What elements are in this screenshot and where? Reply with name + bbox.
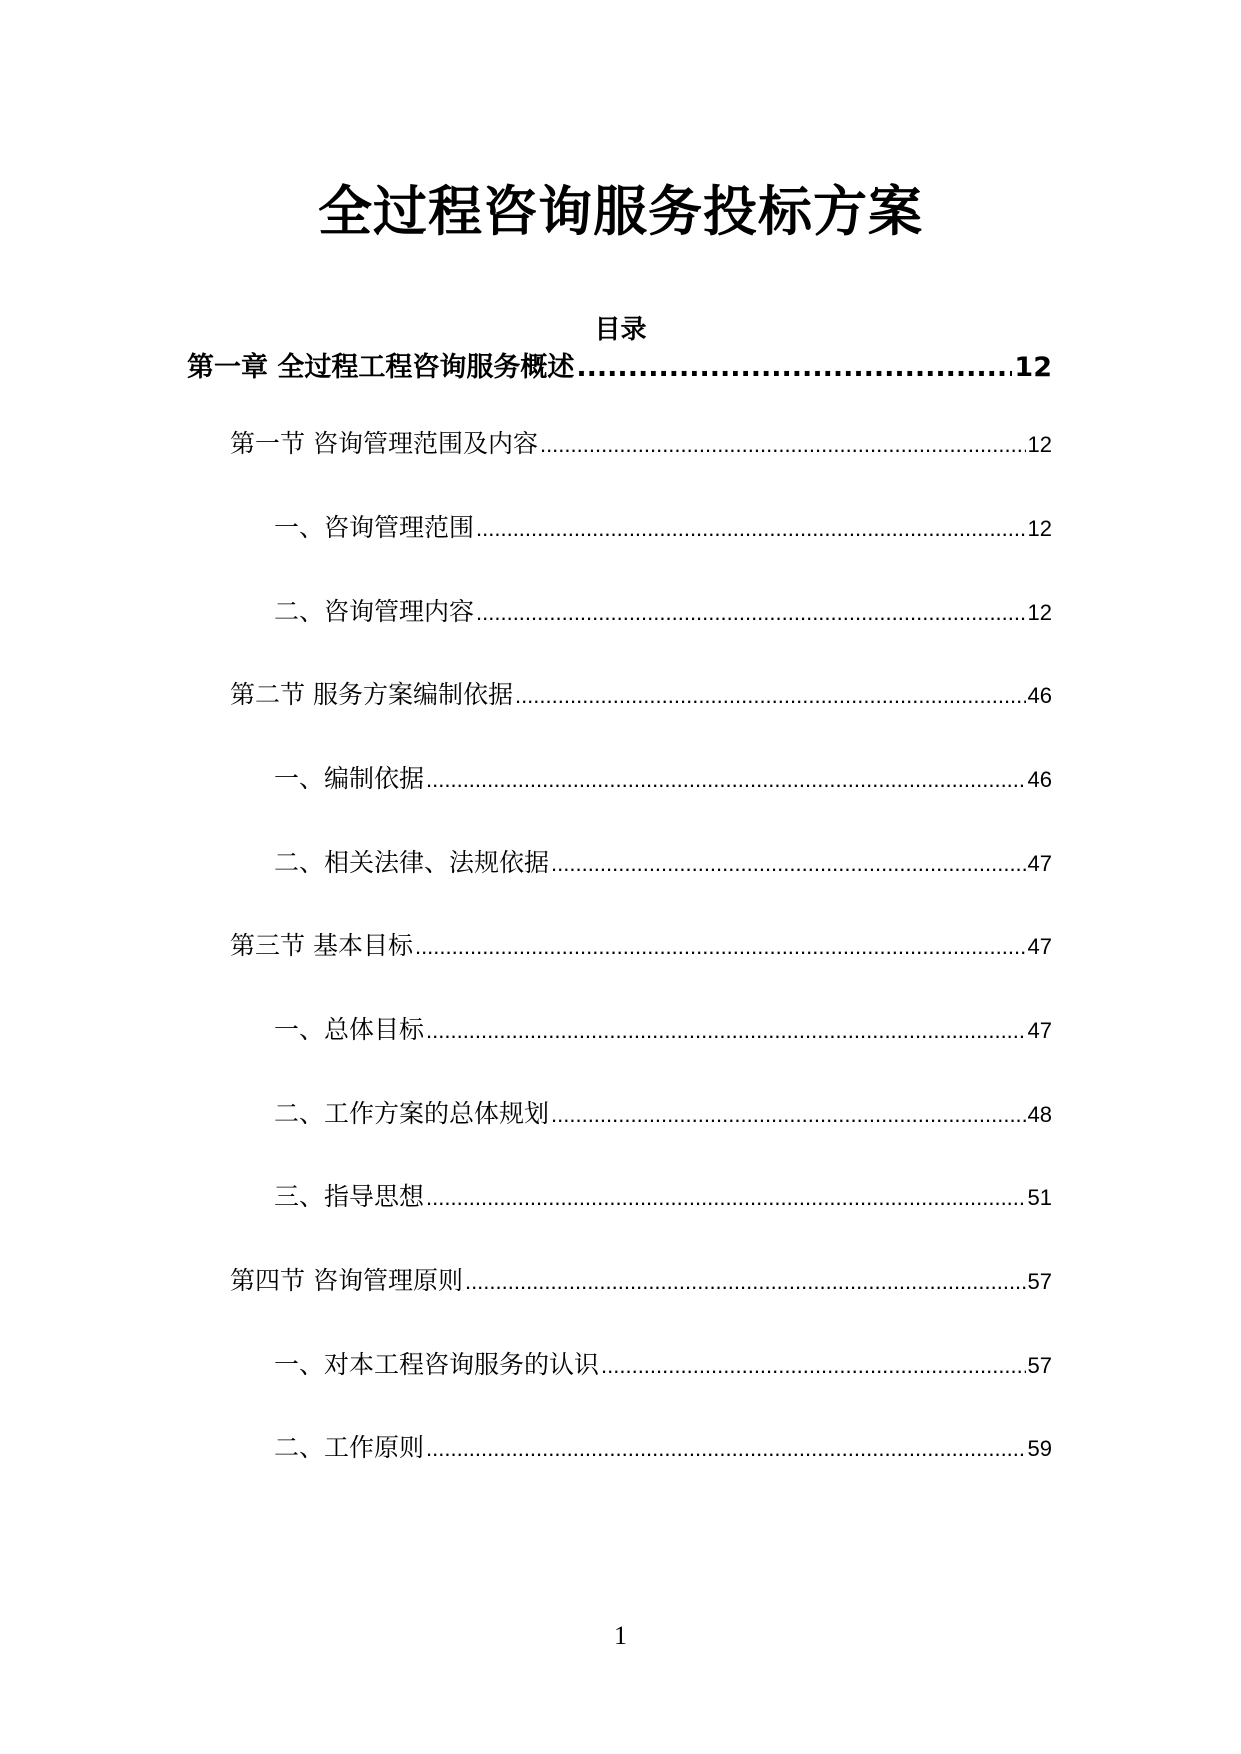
toc-entry-label: 三、指导思想 [274, 1182, 425, 1211]
toc-entry-subsection[interactable] [274, 1010, 1052, 1051]
toc-entry-page: 46 [1027, 767, 1052, 792]
toc-entry-page: 47 [1027, 1018, 1052, 1043]
toc-entry-chapter[interactable] [187, 348, 1052, 388]
toc-entry-subsection[interactable] [274, 1428, 1052, 1469]
toc-dot-leader [426, 760, 1026, 800]
toc-dot-leader [426, 1011, 1026, 1051]
toc-entry-page: 12 [1027, 432, 1052, 457]
toc-entry-label: 二、咨询管理内容 [274, 597, 475, 626]
toc-entry-page: 59 [1027, 1436, 1052, 1461]
toc-dot-leader [476, 593, 1026, 633]
toc-entry-label: 二、相关法律、法规依据 [274, 848, 550, 877]
toc-entry-section[interactable] [230, 926, 1052, 967]
toc-entry-subsection[interactable] [274, 1345, 1052, 1386]
toc-dot-leader [476, 509, 1026, 549]
toc-entry-page: 51 [1027, 1185, 1052, 1210]
toc-dot-leader [551, 1095, 1026, 1135]
toc-entry-section[interactable] [230, 675, 1052, 716]
toc-dot-leader [551, 844, 1026, 884]
toc-entry-section[interactable] [230, 424, 1052, 465]
toc-dot-leader [426, 1178, 1026, 1218]
toc-entry-section[interactable] [230, 1261, 1052, 1302]
toc-entry-page: 57 [1027, 1269, 1052, 1294]
toc-entry-page: 12 [1027, 600, 1052, 625]
toc-entry-label: 第一节 咨询管理范围及内容 [230, 429, 538, 458]
toc-dot-leader [465, 1262, 1026, 1302]
toc-entry-label: 一、咨询管理范围 [274, 513, 475, 542]
toc-entry-page: 57 [1027, 1353, 1052, 1378]
toc-entry-label: 二、工作方案的总体规划 [274, 1099, 550, 1128]
toc-dot-leader [540, 425, 1026, 465]
toc-entry-label: 第二节 服务方案编制依据 [230, 680, 513, 709]
toc-entry-page: 47 [1027, 934, 1052, 959]
toc-entry-label: 第四节 咨询管理原则 [230, 1266, 463, 1295]
toc-heading: 目录 [594, 315, 647, 345]
toc-entry-subsection[interactable] [274, 843, 1052, 884]
toc-entry-page: 47 [1027, 851, 1052, 876]
toc-entry-page: 12 [1014, 352, 1052, 383]
toc-dot-leader [601, 1346, 1026, 1386]
toc-entry-subsection[interactable] [274, 592, 1052, 633]
toc-dot-leader [426, 1429, 1026, 1469]
toc-entry-page: 46 [1027, 683, 1052, 708]
document-title: 全过程咨询服务投标方案 [318, 180, 923, 243]
toc-entry-subsection[interactable] [274, 1177, 1052, 1218]
toc-entry-subsection[interactable] [274, 759, 1052, 800]
toc-entry-label: 一、编制依据 [274, 764, 425, 793]
toc-dot-leader [415, 927, 1026, 967]
toc-entry-label: 一、对本工程咨询服务的认识 [274, 1350, 600, 1379]
toc-entry-page: 48 [1027, 1102, 1052, 1127]
toc-dot-leader [576, 348, 1012, 388]
toc-entry-subsection[interactable] [274, 1094, 1052, 1135]
toc-entry-label: 第三节 基本目标 [230, 931, 413, 960]
toc-entry-label: 第一章 全过程工程咨询服务概述 [187, 352, 575, 383]
toc-entry-label: 一、总体目标 [274, 1015, 425, 1044]
toc-entry-label: 二、工作原则 [274, 1433, 425, 1462]
toc-entry-page: 12 [1027, 516, 1052, 541]
page-number: 1 [614, 1621, 627, 1650]
toc-entry-subsection[interactable] [274, 508, 1052, 549]
toc-dot-leader [515, 676, 1026, 716]
